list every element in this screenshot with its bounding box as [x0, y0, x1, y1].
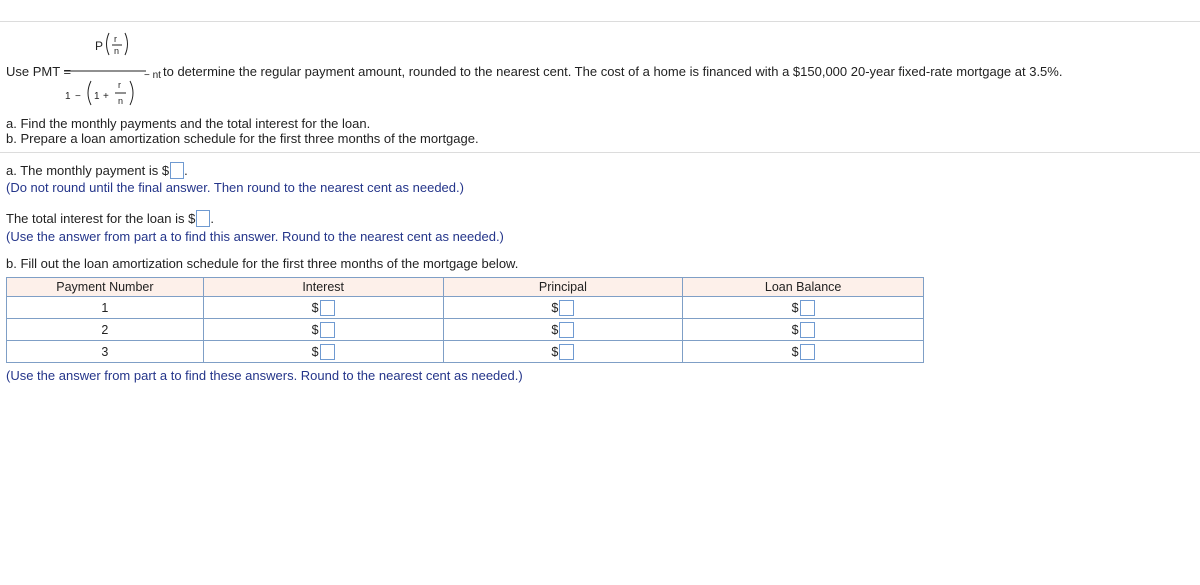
section-divider — [0, 152, 1200, 153]
formula-r-bottom: r — [118, 80, 121, 90]
balance-cell — [683, 341, 924, 363]
pmt-formula — [62, 26, 162, 116]
payment-number-cell: 3 — [7, 341, 204, 363]
amortization-table — [6, 277, 924, 363]
formula-exponent: − nt — [144, 70, 161, 81]
task-b: b. Prepare a loan amortization schedule for the first three months of the mortgage. — [6, 131, 479, 146]
principal-input-2[interactable] — [559, 322, 574, 338]
part-b-label: b. Fill out the loan amortization schedule for the first three months of the mortgage below. — [6, 256, 519, 271]
currency-symbol: $ — [791, 344, 799, 359]
principal-cell — [443, 319, 683, 341]
top-divider — [0, 21, 1200, 22]
currency-symbol: $ — [791, 322, 799, 337]
currency-symbol: $ — [311, 300, 319, 315]
use-pmt-label: Use PMT = — [6, 64, 72, 79]
payment-number-cell: 1 — [7, 297, 204, 319]
formula-P: P — [95, 39, 104, 53]
monthly-payment-input[interactable] — [170, 162, 184, 179]
interest-cell — [203, 297, 443, 319]
table-header-row — [7, 278, 924, 297]
formula-plus: + — [103, 91, 109, 102]
total-interest-hint: (Use the answer from part a to find this answer. Round to the nearest cent as needed.) — [6, 229, 504, 244]
table-row — [7, 341, 924, 363]
principal-input-1[interactable] — [559, 300, 574, 316]
principal-input-3[interactable] — [559, 344, 574, 360]
payment-number-cell: 2 — [7, 319, 204, 341]
interest-input-3[interactable] — [320, 344, 335, 360]
currency-symbol: $ — [551, 300, 559, 315]
monthly-payment-row — [6, 162, 188, 179]
header-payment-number: Payment Number — [7, 278, 204, 297]
total-interest-period: . — [210, 211, 214, 226]
table-row — [7, 297, 924, 319]
total-interest-input[interactable] — [196, 210, 210, 227]
balance-input-1[interactable] — [800, 300, 815, 316]
header-interest: Interest — [203, 278, 443, 297]
balance-input-3[interactable] — [800, 344, 815, 360]
formula-one-inner: 1 — [94, 91, 100, 102]
currency-symbol: $ — [551, 322, 559, 337]
interest-cell — [203, 319, 443, 341]
monthly-payment-hint: (Do not round until the final answer. Then round to the nearest cent as needed.) — [6, 180, 464, 195]
interest-cell — [203, 341, 443, 363]
formula-one: 1 — [65, 91, 71, 102]
balance-input-2[interactable] — [800, 322, 815, 338]
part-b-hint: (Use the answer from part a to find these answers. Round to the nearest cent as needed.) — [6, 368, 523, 383]
total-interest-label: The total interest for the loan is $ — [6, 211, 196, 226]
header-loan-balance: Loan Balance — [683, 278, 924, 297]
principal-cell — [443, 341, 683, 363]
currency-symbol: $ — [551, 344, 559, 359]
formula-r-top: r — [114, 34, 117, 44]
currency-symbol: $ — [311, 344, 319, 359]
formula-n-top: n — [114, 46, 120, 56]
table-row — [7, 319, 924, 341]
problem-statement: to determine the regular payment amount, rounded to the nearest cent. The cost of a home is financed with a $150,000 20-year fixed-rate mortgage at 3.5%. — [163, 64, 1063, 79]
currency-symbol: $ — [311, 322, 319, 337]
balance-cell — [683, 319, 924, 341]
header-principal: Principal — [443, 278, 683, 297]
monthly-payment-label: a. The monthly payment is $ — [6, 163, 170, 178]
formula-n-bottom: n — [118, 96, 124, 106]
formula-minus: − — [75, 91, 81, 102]
total-interest-row — [6, 210, 214, 227]
interest-input-2[interactable] — [320, 322, 335, 338]
task-a: a. Find the monthly payments and the total interest for the loan. — [6, 116, 371, 131]
currency-symbol: $ — [791, 300, 799, 315]
interest-input-1[interactable] — [320, 300, 335, 316]
monthly-payment-period: . — [184, 163, 188, 178]
principal-cell — [443, 297, 683, 319]
balance-cell — [683, 297, 924, 319]
